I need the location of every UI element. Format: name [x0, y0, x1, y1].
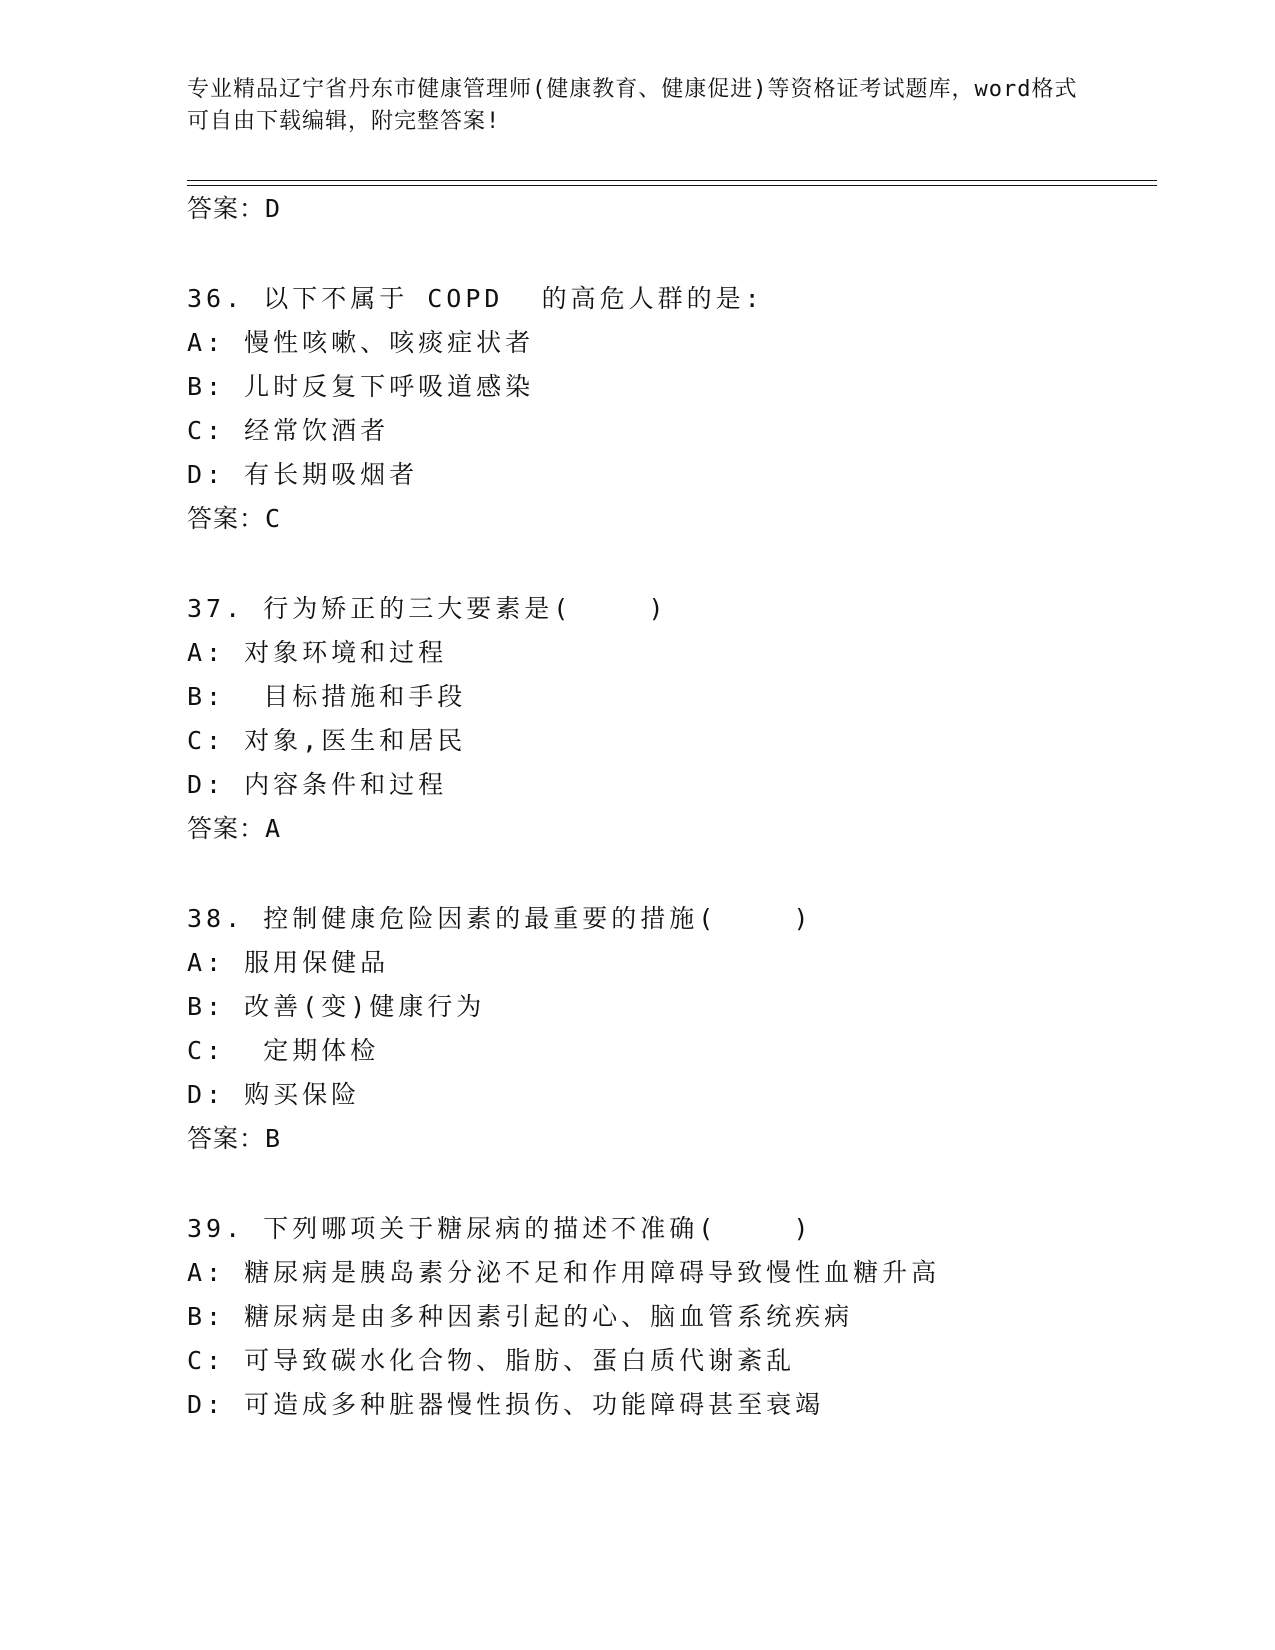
option-d: D: 可造成多种脏器慢性损伤、功能障碍甚至衰竭 — [187, 1390, 825, 1419]
option-c: C: 对象,医生和居民 — [187, 726, 467, 755]
option-b: B: 儿时反复下呼吸道感染 — [187, 372, 535, 401]
option-b: B: 目标措施和手段 — [187, 682, 467, 711]
previous-answer: 答案：D — [187, 194, 282, 223]
option-a: A: 服用保健品 — [187, 948, 390, 977]
answer: 答案：C — [187, 504, 282, 533]
question-stem: 39. 下列哪项关于糖尿病的描述不准确( ) — [187, 1214, 813, 1243]
answer: 答案：B — [187, 1124, 282, 1153]
option-c: C: 可导致碳水化合物、脂肪、蛋白质代谢紊乱 — [187, 1346, 796, 1375]
option-a: A: 糖尿病是胰岛素分泌不足和作用障碍导致慢性血糖升高 — [187, 1258, 941, 1287]
option-d: D: 内容条件和过程 — [187, 770, 448, 799]
option-d: D: 购买保险 — [187, 1080, 361, 1109]
question-stem: 38. 控制健康危险因素的最重要的措施( ) — [187, 904, 813, 933]
option-d: D: 有长期吸烟者 — [187, 460, 419, 489]
option-b: B: 改善(变)健康行为 — [187, 992, 486, 1021]
question-stem: 36. 以下不属于 COPD 的高危人群的是: — [187, 284, 764, 313]
question-stem: 37. 行为矫正的三大要素是( ) — [187, 594, 668, 623]
option-c: C: 经常饮酒者 — [187, 416, 390, 445]
option-b: B: 糖尿病是由多种因素引起的心、脑血管系统疾病 — [187, 1302, 854, 1331]
option-a: A: 对象环境和过程 — [187, 638, 448, 667]
option-c: C: 定期体检 — [187, 1036, 380, 1065]
header-divider-top — [187, 180, 1157, 181]
page-header: 专业精品辽宁省丹东市健康管理师(健康教育、健康促进)等资格证考试题库，word格式可自由下载编辑，附完整答案! — [187, 77, 1078, 134]
header-divider-bottom — [187, 185, 1157, 186]
option-a: A: 慢性咳嗽、咳痰症状者 — [187, 328, 535, 357]
answer: 答案：A — [187, 814, 282, 843]
